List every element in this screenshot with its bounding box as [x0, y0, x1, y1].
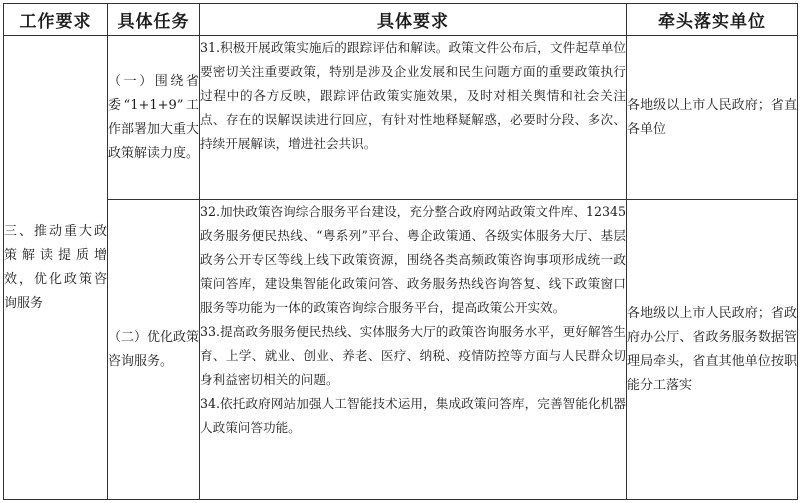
lead-unit-cell: 各地级以上市人民政府；省直各单位	[627, 36, 798, 200]
header-specific-task: 具体任务	[108, 4, 200, 36]
work-requirement-cell: 三、推动重大政策解读提质增效，优化政策咨询服务	[4, 36, 108, 500]
header-lead-unit: 牵头落实单位	[627, 4, 798, 36]
table-row	[4, 36, 798, 200]
requirement-cell	[200, 200, 627, 500]
header-row	[4, 4, 798, 36]
header-specific-requirement: 具体要求	[200, 4, 627, 36]
header-work-requirement: 工作要求	[4, 4, 108, 36]
requirement-item: 32.加快政策咨询综合服务平台建设，充分整合政府网站政策文件库、12345政务服务便民热线、“粤系列”平台、粤企政策通、各级实体服务大厅、基层政务公开专区等线上线下政策资源，围绕各类高频政策咨询事项形成统一政策问答库，建设集智能化政策问答、政务服务热线咨询答复、线下政策窗口服务等功能为一体的政策咨询综合服务平台，提高政策公开实效。	[200, 204, 626, 316]
requirement-item: 34.依托政府网站加强人工智能技术运用，集成政策问答库，完善智能化机器人政策问答功能。	[200, 396, 626, 436]
requirement-cell	[200, 36, 627, 200]
lead-unit-cell: 各地级以上市人民政府；省政府办公厅、省政务服务数据管理局牵头，省直其他单位按职能分工落实	[627, 200, 798, 500]
requirement-item: 33.提高政务服务便民热线、实体服务大厅的政策咨询服务水平，更好解答生育、上学、就业、创业、养老、医疗、纳税、疫情防控等方面与人民群众切身利益密切相关的问题。	[200, 324, 626, 388]
table-row	[4, 200, 798, 500]
task-cell: （二）优化政策咨询服务。	[108, 200, 200, 500]
policy-task-table	[3, 3, 798, 500]
task-cell: （一）围绕省委“1+1+9”工作部署加大重大政策解读力度。	[108, 36, 200, 200]
requirement-item: 31.积极开展政策实施后的跟踪评估和解读。政策文件公布后，文件起草单位要密切关注重要政策，特别是涉及企业发展和民生问题方面的重要政策执行过程中的各方反映，跟踪评估政策实施效果，及时对相关舆情和社会关注点、存在的误解误读进行回应，有针对性地释疑解惑，必要时分段、多次、持续开展解读，增进社会共识。	[200, 40, 626, 151]
